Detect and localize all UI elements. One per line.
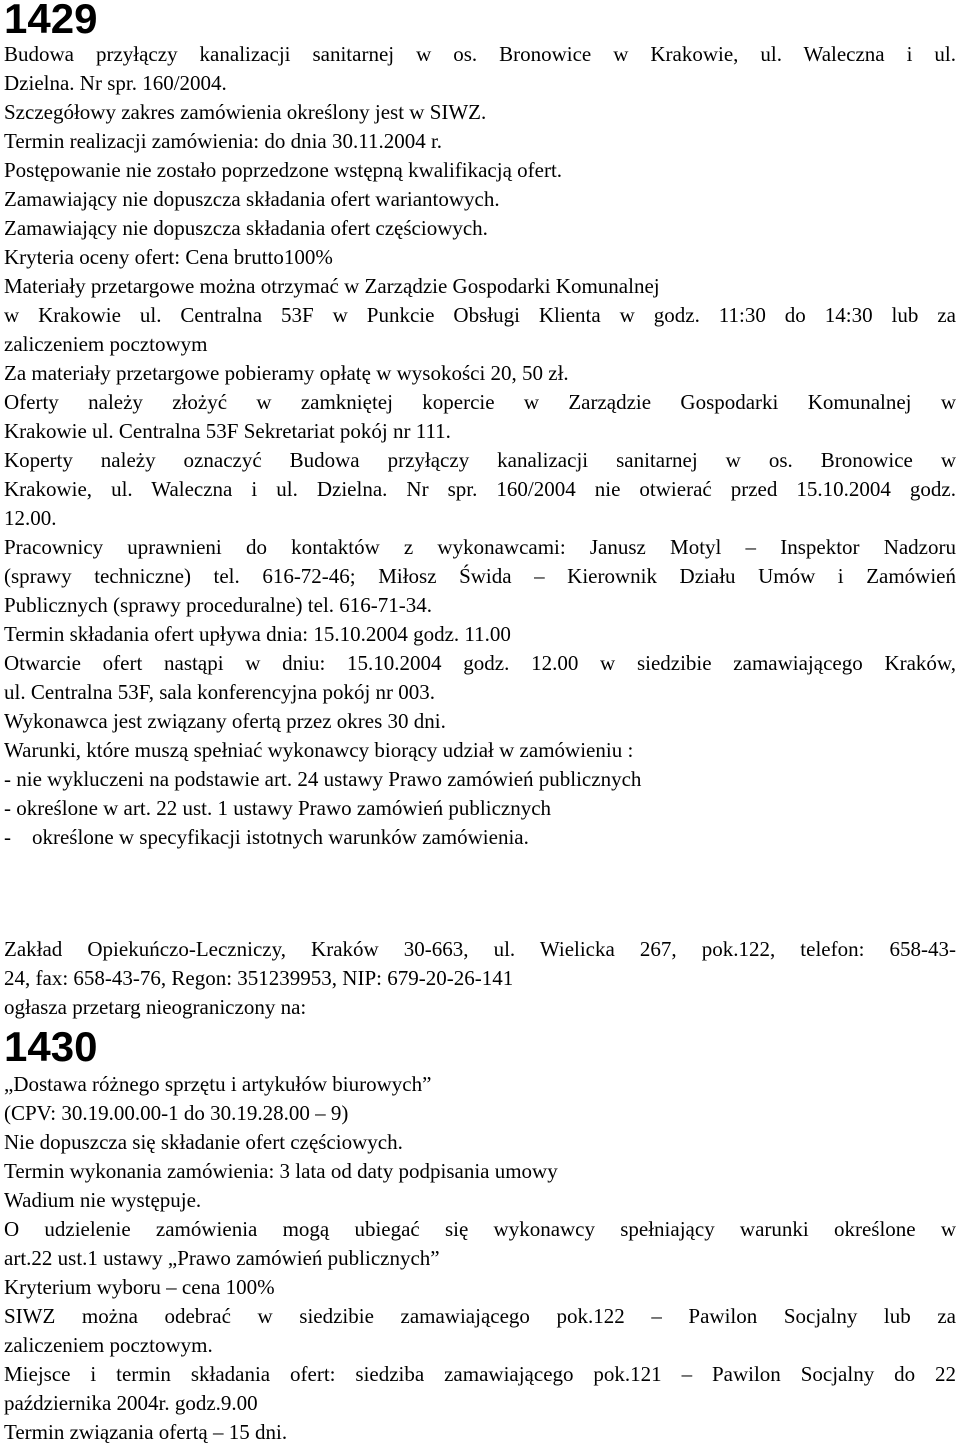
text-line: (sprawy techniczne) tel. 616-72-46; Miłosz Świda – Kierownik Działu Umów i Zamówień xyxy=(4,564,956,588)
text-line: zaliczeniem pocztowym xyxy=(4,332,208,356)
text-line: Termin realizacji zamówienia: do dnia 30.11.2004 r. xyxy=(4,129,443,153)
text-line: Zamawiający nie dopuszcza składania ofert częściowych. xyxy=(4,216,488,240)
text-line: Dzielna. Nr spr. 160/2004. xyxy=(4,71,227,95)
text-line: zaliczeniem pocztowym. xyxy=(4,1333,213,1357)
text-line: ogłasza przetarg nieograniczony na: xyxy=(4,995,307,1019)
text-line: (CPV: 30.19.00.00-1 do 30.19.28.00 – 9) xyxy=(4,1101,349,1125)
text-line: Kryteria oceny ofert: Cena brutto100% xyxy=(4,245,333,269)
text-line: Postępowanie nie zostało poprzedzone wstępną kwalifikacją ofert. xyxy=(4,158,563,182)
text-line: art.22 ust.1 ustawy „Prawo zamówień publicznych” xyxy=(4,1246,440,1270)
text-line: Warunki, które muszą spełniać wykonawcy biorący udział w zamówieniu : xyxy=(4,738,634,762)
section-gap xyxy=(4,852,956,935)
announcement-number-1429: 1429 xyxy=(4,0,98,42)
text-line: Kryterium wyboru – cena 100% xyxy=(4,1275,275,1299)
text-line: Publicznych (sprawy proceduralne) tel. 616-71-34. xyxy=(4,593,433,617)
text-line: Budowa przyłączy kanalizacji sanitarnej w os. Bronowice w Krakowie, ul. Waleczna i ul. xyxy=(4,42,956,66)
text-line: ul. Centralna 53F, sala konferencyjna pokój nr 003. xyxy=(4,680,436,704)
text-line: - nie wykluczeni na podstawie art. 24 ustawy Prawo zamówień publicznych xyxy=(4,767,642,791)
text-line: 24, fax: 658-43-76, Regon: 351239953, NIP: 679-20-26-141 xyxy=(4,966,514,990)
text-line: października 2004r. godz.9.00 xyxy=(4,1391,258,1415)
announcement-1430-intro xyxy=(4,935,956,1022)
text-line: Zakład Opiekuńczo-Leczniczy, Kraków 30-663, ul. Wielicka 267, pok.122, telefon: 658-43- xyxy=(4,937,956,961)
text-line: Miejsce i termin składania ofert: siedziba zamawiającego pok.121 – Pawilon Socjalny do 22 xyxy=(4,1362,956,1386)
announcement-1430-body xyxy=(4,1070,956,1447)
text-line: Zamawiający nie dopuszcza składania ofert wariantowych. xyxy=(4,187,500,211)
text-line: 12.00. xyxy=(4,506,57,530)
text-line: Materiały przetargowe można otrzymać w Zarządzie Gospodarki Komunalnej xyxy=(4,274,660,298)
text-line: Termin składania ofert upływa dnia: 15.10.2004 godz. 11.00 xyxy=(4,622,511,646)
text-line: Szczegółowy zakres zamówienia określony jest w SIWZ. xyxy=(4,100,487,124)
text-line: Wykonawca jest związany ofertą przez okres 30 dni. xyxy=(4,709,446,733)
text-line: Nie dopuszcza się składanie ofert częściowych. xyxy=(4,1130,403,1154)
text-line: Termin związania ofertą – 15 dni. xyxy=(4,1420,288,1444)
announcement-1429-body xyxy=(4,40,956,852)
text-line: Termin wykonania zamówienia: 3 lata od daty podpisania umowy xyxy=(4,1159,558,1183)
text-line: SIWZ można odebrać w siedzibie zamawiającego pok.122 – Pawilon Socjalny lub za xyxy=(4,1304,956,1328)
text-line: „Dostawa różnego sprzętu i artykułów biurowych” xyxy=(4,1072,432,1096)
text-line: Pracownicy uprawnieni do kontaktów z wykonawcami: Janusz Motyl – Inspektor Nadzoru xyxy=(4,535,956,559)
text-line: O udzielenie zamówienia mogą ubiegać się wykonawcy spełniający warunki określone w xyxy=(4,1217,956,1241)
text-line: Za materiały przetargowe pobieramy opłatę w wysokości 20, 50 zł. xyxy=(4,361,569,385)
text-line: Oferty należy złożyć w zamkniętej kopercie w Zarządzie Gospodarki Komunalnej w xyxy=(4,390,956,414)
text-line: Wadium nie występuje. xyxy=(4,1188,202,1212)
text-line: w Krakowie ul. Centralna 53F w Punkcie Obsługi Klienta w godz. 11:30 do 14:30 lub za xyxy=(4,303,956,327)
text-line: Krakowie ul. Centralna 53F Sekretariat pokój nr 111. xyxy=(4,419,451,443)
text-line: - określone w art. 22 ust. 1 ustawy Prawo zamówień publicznych xyxy=(4,796,552,820)
text-line: Otwarcie ofert nastąpi w dniu: 15.10.2004 godz. 12.00 w siedzibie zamawiającego Kraków, xyxy=(4,651,956,675)
text-line: - określone w specyfikacji istotnych warunków zamówienia. xyxy=(4,825,529,849)
text-line: Koperty należy oznaczyć Budowa przyłączy kanalizacji sanitarnej w os. Bronowice w xyxy=(4,448,956,472)
text-line: Krakowie, ul. Waleczna i ul. Dzielna. Nr spr. 160/2004 nie otwierać przed 15.10.2004 godz. xyxy=(4,477,956,501)
announcement-number-1430: 1430 xyxy=(4,1023,98,1070)
